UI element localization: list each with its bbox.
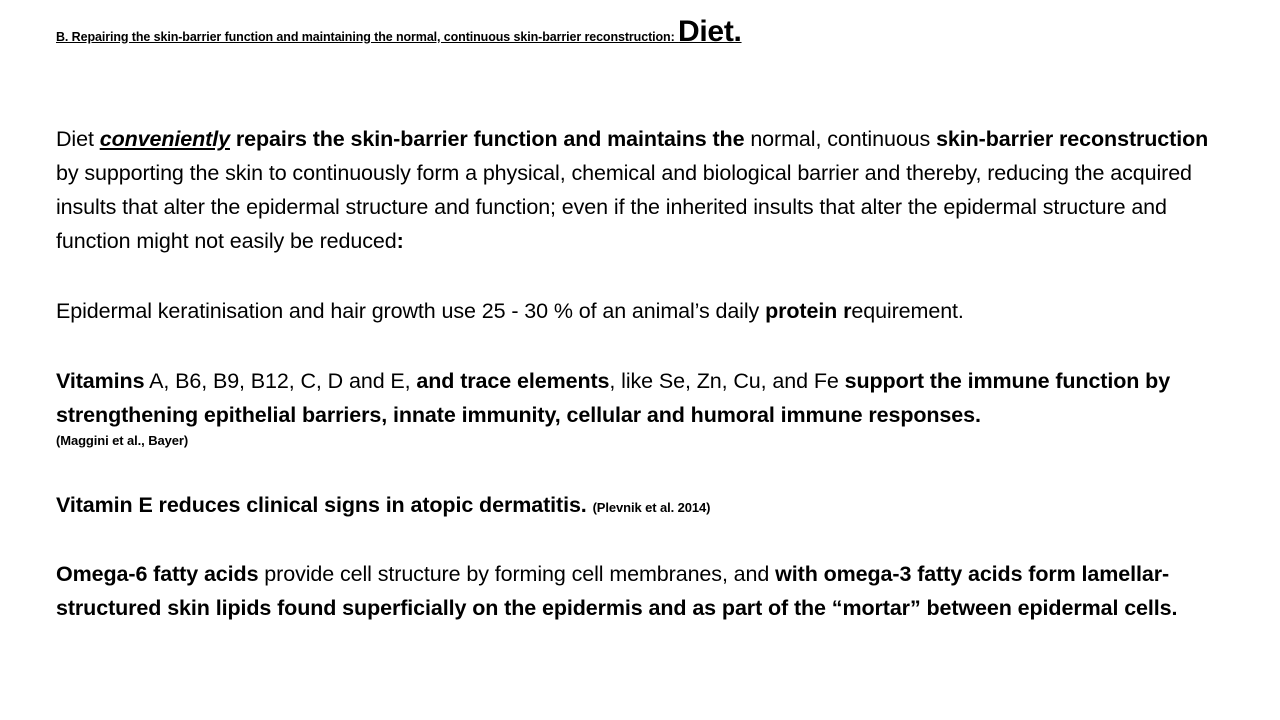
heading-prefix: B. Repairing the skin-barrier function and maintaining the normal, continuous skin-barrier reconstruction: <box>56 30 679 44</box>
text-run: by supporting the skin to continuously form a physical, chemical and biological barrier and thereby, reducing the acquired insults that alter the epidermal structure and function; even if the inherited insults that alter the epidermal structure and function might not easily be reduced <box>56 161 1192 253</box>
bold-run: Omega-6 fatty acids <box>56 562 259 586</box>
text-run: , like Se, Zn, Cu, and Fe <box>609 369 845 393</box>
emphasis-conveniently: conveniently <box>99 127 230 151</box>
paragraph-vitamin-e <box>56 488 1226 525</box>
bold-run: repairs the skin-barrier function and maintains the <box>229 127 745 151</box>
bold-run: and trace elements <box>416 369 610 393</box>
citation-maggini: (Maggini et al., Bayer) <box>56 433 189 448</box>
paragraph-diet-intro <box>56 122 1226 258</box>
text-run: provide cell structure by forming cell membranes, and <box>258 562 776 586</box>
bold-run: skin-barrier reconstruction <box>936 127 1209 151</box>
bold-run: protein r <box>765 299 852 323</box>
bold-run: Vitamins <box>56 369 145 393</box>
slide-heading <box>56 10 1236 59</box>
text-run: A, B6, B9, B12, C, D and E, <box>144 369 417 393</box>
text-run: Epidermal keratinisation and hair growth use 25 - 30 % of an animal’s daily <box>56 299 766 323</box>
text-run: Diet <box>56 127 100 151</box>
bold-run: Vitamin E reduces clinical signs in atopic dermatitis. <box>56 493 587 517</box>
bold-colon: : <box>396 229 404 253</box>
bold-run: with omega-3 fatty acids form lamellar-structured skin lipids found superficially on the epidermis and as part of the “mortar” between epidermal cells. <box>56 562 1178 620</box>
text-run: normal, continuous <box>744 127 937 151</box>
paragraph-protein <box>56 294 1226 328</box>
bold-run: support the immune function by strengthening epithelial barriers, innate immunity, cellular and humoral immune responses. <box>56 369 1171 427</box>
citation-plevnik: (Plevnik et al. 2014) <box>592 500 711 515</box>
paragraph-vitamins <box>56 364 1226 450</box>
heading-topic: Diet. <box>678 15 742 48</box>
text-run: equirement. <box>851 299 964 323</box>
paragraph-omega-fatty-acids <box>56 557 1226 625</box>
